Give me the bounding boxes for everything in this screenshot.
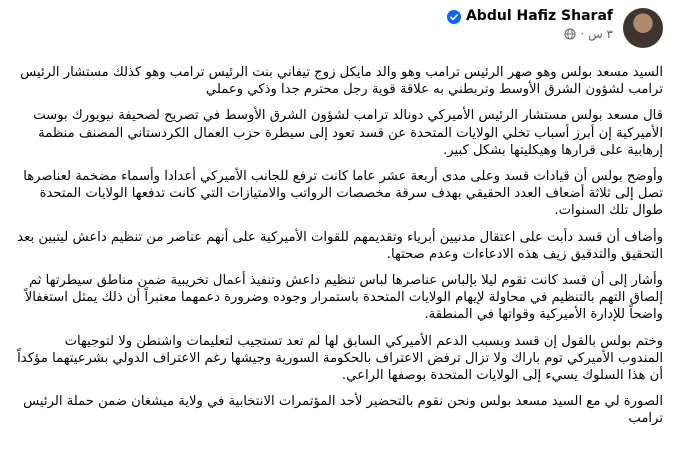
post-header bbox=[16, 8, 663, 52]
post-paragraph: قال مسعد بولس مستشار الرئيس الأميركي دونالد ترامب لشؤون الشرق الأوسط في تصريح لصحيفة نيويورك بوست الأميركية إن أبرز أسباب تخلي الولايات المتحدة عن قسد تعود إلى سيطرة حزب العمال الكردستاني المصنف منظمة إرهابية على قرارها وهيكليتها بشكل كبير. bbox=[33, 108, 663, 158]
post-body bbox=[16, 64, 663, 428]
post-paragraph: الصورة لي مع السيد مسعد بولس ونحن نقوم بالتحضير لأحد المؤتمرات الانتخابية في ولاية ميشغان ضمن حملة الرئيس ترامب bbox=[23, 394, 663, 427]
author-name[interactable]: Abdul Hafiz Sharaf bbox=[465, 8, 613, 24]
verified-badge-icon bbox=[447, 9, 461, 23]
globe-icon[interactable] bbox=[564, 28, 576, 40]
author-row bbox=[447, 8, 613, 24]
post-meta bbox=[447, 8, 613, 41]
post-paragraph: وأوضح بولس أن قيادات قسد وعلى مدى أربعة عشر عاما كانت ترفع للجانب الأميركي أعدادا وأسماء مضخمة لعناصرها تصل إلى ثلاثة أضعاف العدد الحقيقي بهدف سرقة مخصصات الرواتب والامتيازات التي كانت تدفعها الولايات المتحدة طوال تلك السنوات. bbox=[23, 169, 663, 219]
post-paragraph: وختم بولس بالقول إن قسد وبسبب الدعم الأميركي السابق لها لم تعد تستجيب لتعليمات واشنطن ولا لتوجيهات المندوب الأميركي توم باراك ولا تزال ترفض الاعتراف بالحكومة السورية وجيشها رغم الاعتراف الدولي بشرعيتهما مؤكداً أن هذا السلوك يسيء إلى الولايات المتحدة بوصفها الراعي. bbox=[17, 333, 663, 384]
post-paragraph: وأضاف أن قسد دأبت على اعتقال مدنيين أبرياء وتقديمهم للقوات الأميركية على أنهم عناصر من تنظيم داعش ليتبين بعد التحقيق والتدقيق زيف هذه الادعاءات وعدم صحتها. bbox=[17, 229, 663, 262]
author-avatar[interactable] bbox=[623, 8, 663, 48]
post-timestamp[interactable]: ٣ س bbox=[588, 27, 613, 41]
post-paragraph: وأشار إلى أن قسد كانت تقوم ليلا بإلباس عناصرها لباس تنظيم داعش وتنفيذ أعمال تخريبية ضمن مناطق سيطرتها ثم إلصاق التهم بالتنظيم في محاولة لإيهام الولايات المتحدة باستمرار وجوده وضرورة دعمهما معتبراً أن ذلك يمثل استغفالاً واضحاً للإدارة الأميركية وقواتها في المنطقة. bbox=[24, 273, 663, 323]
separator-dot: · bbox=[580, 27, 585, 41]
post-paragraph: السيد مسعد بولس وهو صهر الرئيس ترامب وهو والد مايكل زوج تيفاني بنت الرئيس ترامب وهو كذلك مستشار الرئيس ترامب لشؤون الشرق الأوسط وتربطني به علاقة قوية رجل محترم جدا وذكي وعملي bbox=[20, 65, 663, 98]
post-time-row bbox=[564, 27, 613, 41]
